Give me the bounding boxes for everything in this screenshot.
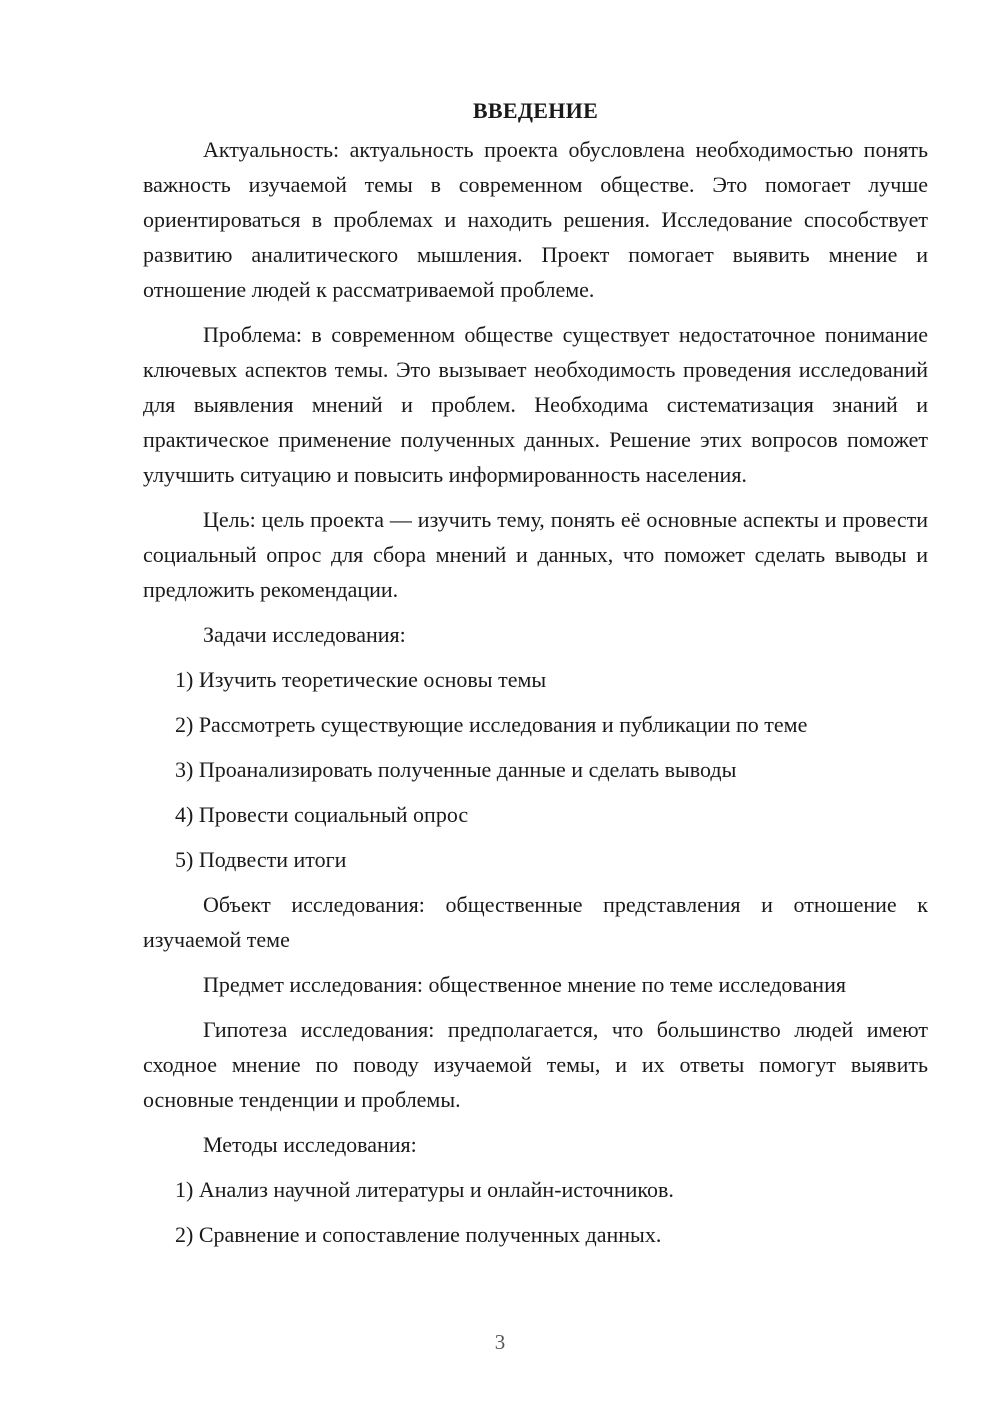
methods-title: Методы исследования: [203, 1132, 417, 1157]
list-item: 2) Рассмотреть существующие исследования и публикации по теме [175, 712, 808, 737]
goal-paragraph: Цель: цель проекта — изучить тему, понять её основные аспекты и провести социальный опрос для сбора мнений и данных, что поможет сделать выводы и предложить рекомендации. [143, 507, 928, 602]
relevance-paragraph: Актуальность: актуальность проекта обусловлена необходимостью понять важность изучаемой темы в современном обществе. Это помогает лучше ориентироваться в проблемах и находить решения. Исследование способствует развитию аналитического мышления. Проект помогает выявить мнение и отношение людей к рассматриваемой проблеме. [143, 137, 928, 302]
list-item: 1) Анализ научной литературы и онлайн-источников. [175, 1177, 674, 1202]
list-item: 1) Изучить теоретические основы темы [175, 667, 547, 692]
list-item: 5) Подвести итоги [175, 847, 347, 872]
methods-list [143, 1172, 928, 1252]
list-item: 4) Провести социальный опрос [175, 802, 469, 827]
object-paragraph: Объект исследования: общественные представления и отношение к изучаемой теме [143, 892, 928, 952]
section-heading: ВВЕДЕНИЕ [472, 98, 599, 123]
list-item: 2) Сравнение и сопоставление полученных данных. [175, 1222, 662, 1247]
tasks-title: Задачи исследования: [203, 622, 406, 647]
page-number: 3 [494, 1330, 506, 1354]
document-page [143, 96, 928, 1262]
subject-paragraph: Предмет исследования: общественное мнение по теме исследования [203, 972, 846, 997]
list-item: 3) Проанализировать полученные данные и сделать выводы [175, 757, 737, 782]
problem-paragraph: Проблема: в современном обществе существует недостаточное понимание ключевых аспектов темы. Это вызывает необходимость проведения исследований для выявления мнений и проблем. Необходима систематизация знаний и практическое применение полученных данных. Решение этих вопросов поможет улучшить ситуацию и повысить информированность населения. [143, 322, 928, 487]
hypothesis-paragraph: Гипотеза исследования: предполагается, что большинство людей имеют сходное мнение по поводу изучаемой темы, и их ответы помогут выявить основные тенденции и проблемы. [143, 1017, 928, 1112]
tasks-list [143, 662, 928, 877]
